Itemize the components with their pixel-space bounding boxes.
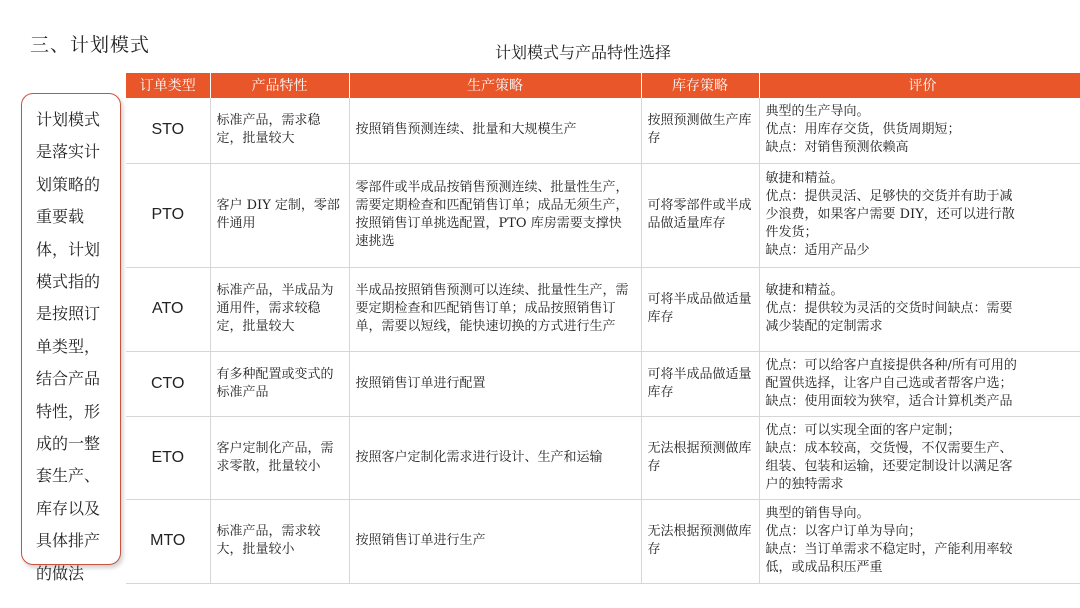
table-row bbox=[126, 98, 1080, 163]
evaluation-cell bbox=[759, 98, 1080, 163]
evaluation-cell bbox=[759, 351, 1080, 416]
inventory-strategy-cell: 无法根据预测做库存 bbox=[641, 499, 759, 583]
evaluation-line: 优点：可以实现全面的客户定制； bbox=[765, 422, 961, 438]
production-strategy-cell: 按照销售订单进行生产 bbox=[349, 499, 641, 583]
evaluation-line: 优点：可以给客户直接提供各种/所有可用的 bbox=[765, 357, 1017, 373]
evaluation-line: 优点：以客户订单为导向； bbox=[765, 524, 922, 539]
production-strategy-cell: 半成品按照销售预测可以连续、批量性生产，需要定期检查和匹配销售订单；成品按照销售订单，需要以短线，能快速切换的方式进行生产 bbox=[349, 267, 641, 351]
order-type-cell: ETO bbox=[126, 416, 210, 499]
side-note-box bbox=[21, 93, 121, 583]
product-feature-cell: 客户定制化产品，需求零散，批量较小 bbox=[210, 416, 349, 499]
inventory-strategy-cell: 可将半成品做适量库存 bbox=[641, 267, 759, 351]
header-inventory-strategy: 库存策略 bbox=[641, 73, 759, 98]
evaluation-line: 减少装配的定制需求 bbox=[765, 319, 883, 334]
table-row bbox=[126, 351, 1080, 416]
production-strategy-cell: 按照销售预测连续、批量和大规模生产 bbox=[349, 98, 641, 163]
product-feature-cell: 客户 DIY 定制，零部件通用 bbox=[210, 163, 349, 267]
product-feature-cell: 标准产品，半成品为通用件，需求较稳定，批量较大 bbox=[210, 267, 349, 351]
inventory-strategy-cell: 按照预测做生产库存 bbox=[641, 98, 759, 163]
table-header-row bbox=[126, 73, 1080, 98]
production-strategy-cell: 按照销售订单进行配置 bbox=[349, 351, 641, 416]
plan-mode-table bbox=[126, 73, 1080, 584]
inventory-strategy-cell: 无法根据预测做库存 bbox=[641, 416, 759, 499]
evaluation-line: 优点：提供较为灵活的交货时间缺点：需要 bbox=[765, 301, 1013, 316]
inventory-strategy-cell: 可将零部件或半成品做适量库存 bbox=[641, 163, 759, 267]
evaluation-line: 低，或成品积压严重 bbox=[765, 560, 883, 575]
evaluation-line: 敏捷和精益。 bbox=[765, 171, 844, 186]
order-type-cell: CTO bbox=[126, 351, 210, 416]
evaluation-line: 缺点：适用产品少 bbox=[765, 243, 870, 258]
order-type-cell: ATO bbox=[126, 267, 210, 351]
evaluation-line: 配置供选择，让客户自己选或者帮客户选； bbox=[765, 375, 1013, 391]
evaluation-cell bbox=[759, 499, 1080, 583]
section-title: 三、计划模式 bbox=[30, 34, 151, 56]
evaluation-line: 典型的销售导向。 bbox=[765, 506, 870, 521]
table-title: 计划模式与产品特性选择 bbox=[495, 43, 672, 62]
order-type-cell: MTO bbox=[126, 499, 210, 583]
production-strategy-cell: 按照客户定制化需求进行设计、生产和运输 bbox=[349, 416, 641, 499]
evaluation-line: 典型的生产导向。 bbox=[765, 104, 870, 120]
evaluation-line: 优点：用库存交货，供货周期短； bbox=[765, 122, 961, 138]
header-production-strategy: 生产策略 bbox=[349, 73, 641, 98]
product-feature-cell: 标准产品，需求稳定，批量较大 bbox=[210, 98, 349, 163]
evaluation-line: 缺点：对销售预测依赖高 bbox=[765, 140, 909, 156]
evaluation-line: 件发货； bbox=[765, 225, 818, 240]
inventory-strategy-cell: 可将半成品做适量库存 bbox=[641, 351, 759, 416]
evaluation-line: 少浪费，如果客户需要 DIY，还可以进行散 bbox=[765, 207, 1015, 222]
evaluation-line: 户的独特需求 bbox=[765, 476, 844, 492]
table-row bbox=[126, 416, 1080, 499]
side-note-text: 计划模式是落实计划策略的重要载体，计划模式指的是按照订单类型，结合产品特性，形成的一整套生产、库存以及具体排产的做法 bbox=[36, 110, 101, 583]
evaluation-cell bbox=[759, 416, 1080, 499]
evaluation-line: 缺点：当订单需求不稳定时，产能利用率较 bbox=[765, 542, 1013, 557]
header-evaluation: 评价 bbox=[759, 73, 1080, 98]
table-row bbox=[126, 267, 1080, 351]
product-feature-cell: 有多种配置或变式的标准产品 bbox=[210, 351, 349, 416]
production-strategy-cell: 零部件或半成品按销售预测连续、批量性生产，需要定期检查和匹配销售订单；成品无须生产，按照销售订单挑选配置，PTO 库房需要支撑快速挑选 bbox=[349, 163, 641, 267]
evaluation-line: 优点：提供灵活、足够快的交货并有助于减 bbox=[765, 189, 1013, 204]
evaluation-line: 组装、包装和运输，还要定制设计以满足客 bbox=[765, 458, 1013, 474]
order-type-cell: PTO bbox=[126, 163, 210, 267]
header-order-type: 订单类型 bbox=[126, 73, 210, 98]
evaluation-line: 缺点：成本较高，交货慢，不仅需要生产、 bbox=[765, 440, 1013, 456]
evaluation-line: 缺点：使用面较为狭窄，适合计算机类产品 bbox=[765, 393, 1013, 409]
header-product-feature: 产品特性 bbox=[210, 73, 349, 98]
evaluation-line: 敏捷和精益。 bbox=[765, 283, 844, 298]
evaluation-cell bbox=[759, 267, 1080, 351]
evaluation-cell bbox=[759, 163, 1080, 267]
order-type-cell: STO bbox=[126, 98, 210, 163]
table-row bbox=[126, 163, 1080, 267]
product-feature-cell: 标准产品，需求较大，批量较小 bbox=[210, 499, 349, 583]
table-row bbox=[126, 499, 1080, 583]
